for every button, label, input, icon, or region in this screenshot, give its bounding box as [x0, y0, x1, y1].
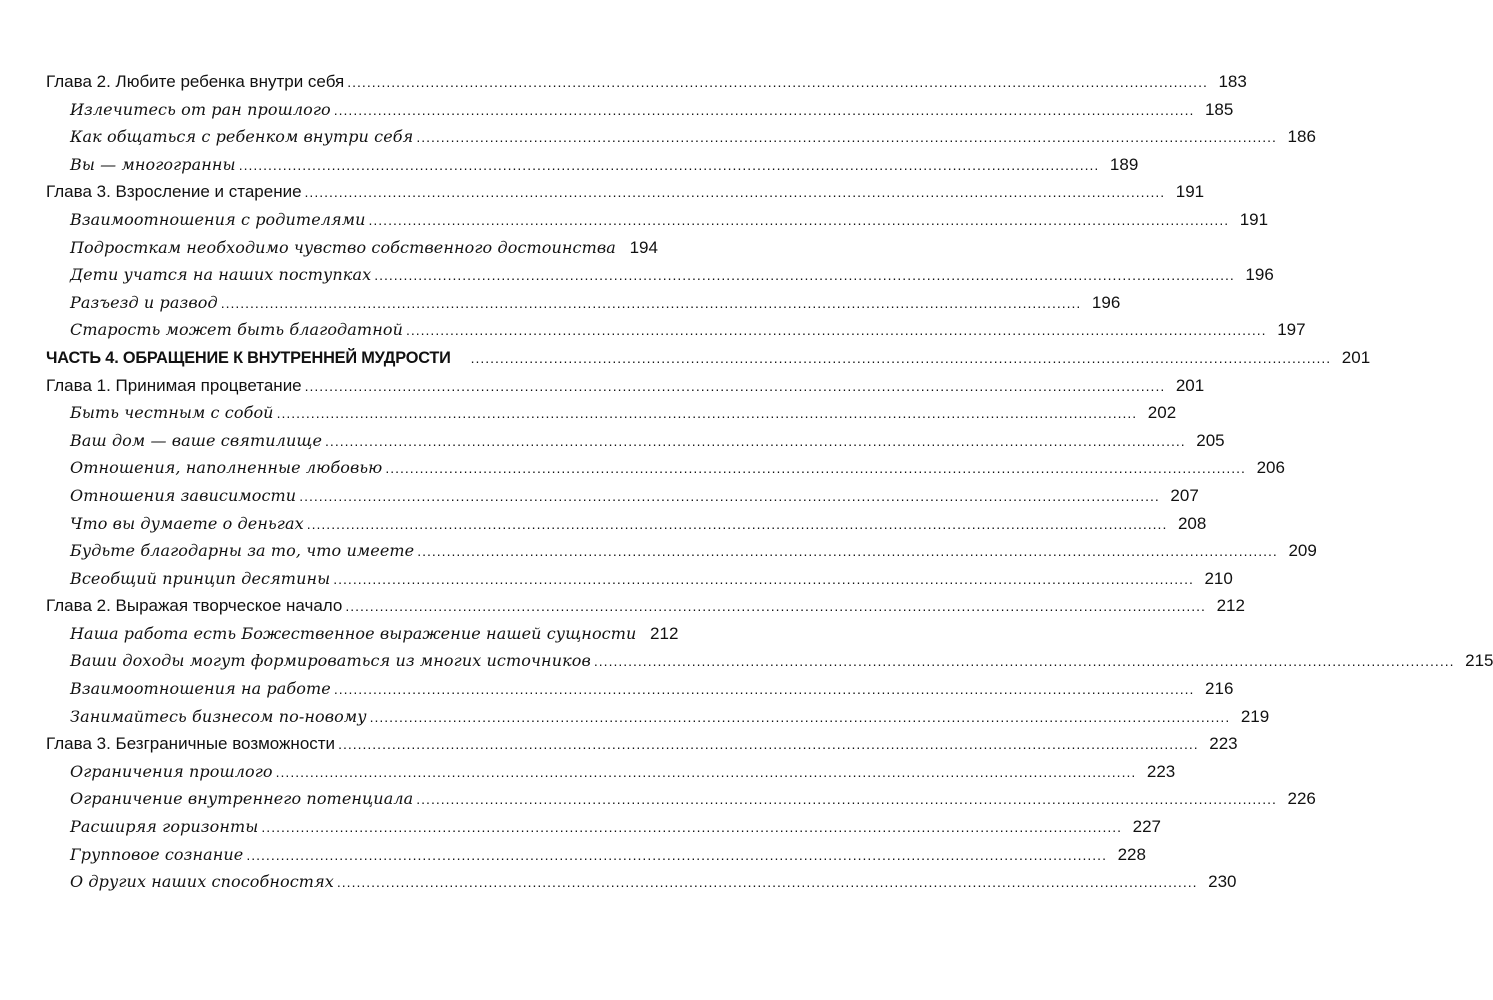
toc-entry-page-number: 205 — [1196, 430, 1225, 450]
toc-entry-title: Ограничение внутреннего потенциала — [70, 789, 414, 809]
toc-entry-title: Подросткам необходимо чувство собственного достоинства — [70, 237, 616, 257]
dot-leader — [406, 317, 1267, 345]
toc-entry-page-number: 223 — [1209, 734, 1238, 754]
toc-entry-page-number: 189 — [1109, 154, 1139, 174]
dot-leader — [385, 455, 1246, 483]
toc-entry-title: Глава 1. Принимая процветание — [46, 375, 302, 395]
dot-leader — [338, 731, 1199, 759]
toc-entry-title: Глава 2. Любите ребенка внутри себя — [46, 72, 345, 91]
toc-entry-title: Вы — многогранны — [70, 154, 236, 174]
toc-entry-title: Взаимоотношения с родителями — [70, 209, 366, 229]
toc-entry-title: Ограничения прошлого — [70, 761, 273, 781]
dot-leader — [471, 345, 1332, 373]
dot-leader — [370, 704, 1231, 732]
dot-leader — [374, 262, 1235, 290]
toc-entry-title: Наша работа есть Божественное выражение нашей сущности — [70, 623, 637, 643]
toc-entry-page-number: 226 — [1287, 789, 1316, 809]
toc-entry-page-number: 197 — [1277, 320, 1306, 340]
toc-entry-page-number: 219 — [1240, 706, 1270, 726]
dot-leader — [369, 207, 1230, 235]
toc-entry-title: Глава 3. Взросление и старение — [46, 182, 302, 202]
toc-entry-section — [46, 620, 679, 648]
toc-entry-chapter — [46, 178, 1205, 206]
toc-entry-page-number: 208 — [1177, 513, 1207, 533]
toc-entry-title: Расширяя горизонты — [70, 817, 259, 837]
toc-entry-title: Отношения зависимости — [70, 485, 297, 505]
dot-leader — [221, 290, 1082, 318]
dot-leader — [594, 648, 1455, 676]
toc-entry-section — [46, 537, 1317, 565]
dot-leader — [417, 538, 1278, 566]
toc-entry-section — [46, 234, 658, 262]
toc-entry-section — [46, 482, 1199, 510]
toc-entry-page-number: 212 — [1216, 596, 1245, 616]
toc-entry-section — [46, 454, 1285, 482]
toc-entry-page-number: 207 — [1170, 485, 1199, 505]
toc-entry-chapter — [46, 592, 1245, 620]
dot-leader — [334, 97, 1195, 125]
toc-entry-part — [46, 344, 1371, 372]
dot-leader — [416, 786, 1277, 814]
dot-leader — [334, 676, 1195, 704]
toc-entry-page-number: 186 — [1287, 127, 1316, 147]
toc-entry-title: Занимайтесь бизнесом по-новому — [70, 706, 367, 726]
toc-entry-section — [46, 399, 1177, 427]
toc-entry-page-number: 185 — [1204, 99, 1234, 119]
toc-entry-page-number: 215 — [1465, 651, 1493, 671]
toc-entry-section — [46, 510, 1207, 538]
toc-entry-page-number: 201 — [1175, 375, 1205, 395]
toc-entry-title: Быть честным с собой — [70, 403, 274, 423]
toc-entry-title: ЧАСТЬ 4. ОБРАЩЕНИЕ К ВНУТРЕННЕЙ МУДРОСТИ — [46, 347, 451, 367]
dot-leader — [325, 428, 1186, 456]
toc-entry-title: О других наших способностях — [70, 872, 334, 892]
dot-leader — [277, 400, 1138, 428]
toc-entry-title: Отношения, наполненные любовью — [70, 458, 383, 478]
toc-entry-page-number: 230 — [1208, 872, 1237, 892]
toc-entry-section — [46, 647, 1493, 675]
toc-entry-section — [46, 703, 1270, 731]
dot-leader — [239, 152, 1100, 180]
toc-entry-title: Ваш дом — ваше святилище — [70, 430, 323, 450]
toc-entry-title: Как общаться с ребенком внутри себя — [70, 127, 414, 147]
toc-entry-page-number: 191 — [1175, 182, 1205, 202]
toc-entry-section — [46, 206, 1269, 234]
toc-entry-page-number: 201 — [1341, 347, 1371, 367]
toc-entry-title: Что вы думаете о деньгах — [70, 513, 304, 533]
dot-leader — [337, 869, 1198, 897]
toc-entry-section — [46, 785, 1316, 813]
toc-entry-page-number: 196 — [1245, 265, 1274, 285]
toc-entry-title: Всеобщий принцип десятины — [70, 568, 331, 588]
dot-leader — [261, 814, 1122, 842]
toc-entry-section — [46, 289, 1121, 317]
toc-entry-page-number: 227 — [1132, 817, 1161, 837]
toc-entry-section — [46, 96, 1234, 124]
toc-entry-title: Разъезд и развод — [70, 292, 218, 312]
toc-entry-chapter — [46, 372, 1205, 400]
toc-entry-chapter — [46, 730, 1238, 758]
toc-entry-section — [46, 813, 1161, 841]
toc-entry-section — [46, 841, 1146, 869]
toc-entry-section — [46, 675, 1234, 703]
toc-entry-page-number: 228 — [1117, 844, 1146, 864]
dot-leader — [347, 69, 1208, 97]
toc-entry-title: Глава 3. Безграничные возможности — [46, 734, 336, 754]
toc-entry-page-number: 196 — [1091, 292, 1121, 312]
toc-entry-page-number: 183 — [1218, 72, 1247, 91]
dot-leader — [307, 511, 1168, 539]
dot-leader — [345, 593, 1206, 621]
toc-entry-title: Дети учатся на наших поступках — [70, 265, 372, 285]
toc-entry-section — [46, 868, 1237, 896]
dot-leader — [333, 566, 1194, 594]
toc-entry-section — [46, 261, 1274, 289]
toc-entry-section — [46, 427, 1225, 455]
toc-entry-title: Будьте благодарны за то, что имеете — [70, 541, 415, 561]
toc-entry-page-number: 191 — [1239, 209, 1269, 229]
toc-entry-section — [46, 316, 1306, 344]
toc-entry-title: Излечитесь от ран прошлого — [70, 99, 331, 119]
toc-entry-page-number: 206 — [1256, 458, 1285, 478]
toc-entry-title: Взаимоотношения на работе — [70, 679, 331, 699]
toc-entry-page-number: 202 — [1147, 403, 1177, 423]
toc-entry-page-number: 210 — [1204, 568, 1233, 588]
toc-entry-page-number: 194 — [629, 237, 658, 257]
toc-entry-chapter — [46, 68, 1247, 96]
toc-entry-page-number: 209 — [1288, 541, 1317, 561]
dot-leader — [299, 483, 1160, 511]
table-of-contents — [46, 68, 1493, 896]
toc-entry-page-number: 223 — [1146, 761, 1176, 781]
dot-leader — [305, 373, 1166, 401]
toc-entry-title: Групповое сознание — [70, 844, 244, 864]
toc-entry-section — [46, 151, 1139, 179]
dot-leader — [276, 759, 1137, 787]
toc-entry-title: Старость может быть благодатной — [70, 320, 403, 340]
toc-entry-page-number: 216 — [1205, 679, 1234, 699]
toc-entry-section — [46, 123, 1316, 151]
dot-leader — [416, 124, 1277, 152]
toc-entry-title: Глава 2. Выражая творческое начало — [46, 596, 343, 616]
dot-leader — [305, 179, 1166, 207]
toc-entry-title: Ваши доходы могут формироваться из многих источников — [70, 651, 591, 671]
dot-leader — [246, 842, 1107, 870]
toc-entry-section — [46, 758, 1176, 786]
toc-entry-section — [46, 565, 1233, 593]
toc-entry-page-number: 212 — [650, 623, 679, 643]
